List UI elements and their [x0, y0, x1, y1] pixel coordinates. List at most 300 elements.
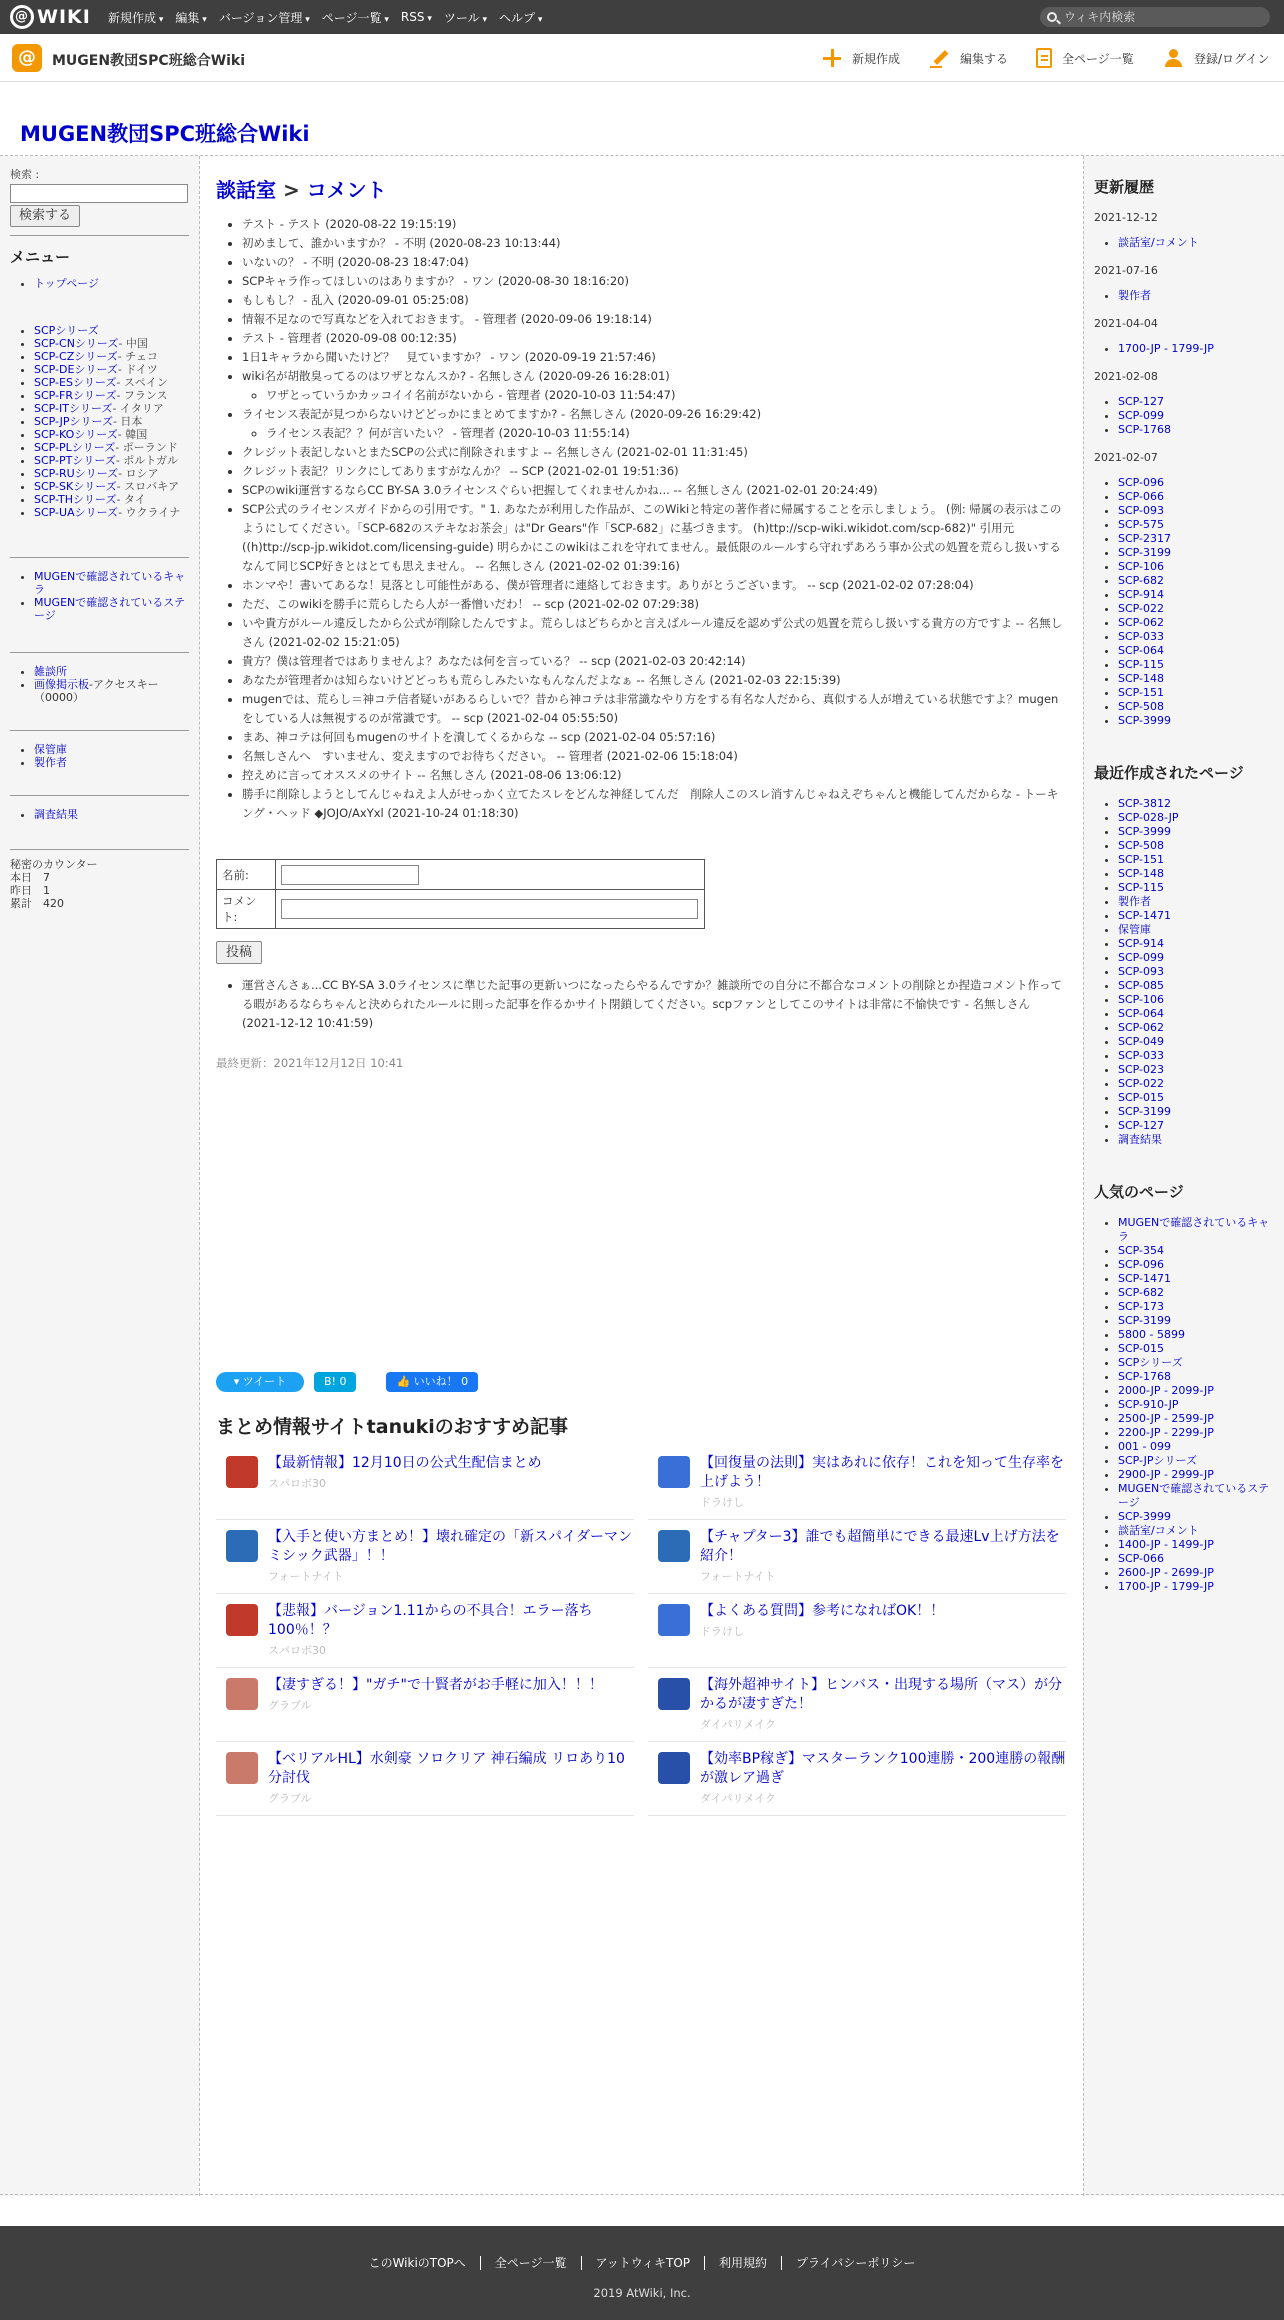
popular-pages-list — [1118, 1216, 1274, 1594]
popular-page-link[interactable]: SCP-066 — [1118, 1552, 1165, 1565]
popular-page-link[interactable]: 001 - 099 — [1118, 1440, 1171, 1453]
update-date: 2021-07-16 — [1094, 264, 1158, 277]
recommended-article[interactable] — [648, 1742, 1066, 1816]
update-item — [1118, 616, 1274, 630]
comment-item: • 控えめに言ってオススメのサイト -- 名無しさん (2021-08-06 13:06:12) — [242, 766, 1067, 785]
new-page-link[interactable]: SCP-106 — [1118, 993, 1165, 1006]
recommended-article[interactable] — [216, 1742, 634, 1816]
popular-page-item — [1118, 1384, 1274, 1398]
access-key-note: -アクセスキー（0000） — [34, 678, 159, 704]
tweet-button[interactable]: ▾ ツイート — [216, 1372, 304, 1392]
sidebar-item-series[interactable]: SCP-DEシリーズ — [34, 363, 118, 376]
popular-page-link[interactable]: SCP-910-JP — [1118, 1398, 1179, 1411]
social-buttons — [216, 1372, 478, 1392]
article-thumbnail-icon — [226, 1752, 258, 1784]
divider — [10, 652, 189, 653]
article-thumbnail-icon — [658, 1456, 690, 1488]
article-title-text: 【入手と使い方まとめ！】壊れ確定の「新スパイダーマン ミシック武器」！！ — [268, 1529, 632, 1564]
series-list-item — [34, 324, 189, 337]
popular-page-link[interactable]: SCP-JPシリーズ — [1118, 1454, 1197, 1467]
new-page-item — [1118, 797, 1274, 811]
footer-link-privacy[interactable]: プライバシーポリシー — [781, 2256, 929, 2270]
update-item — [1118, 700, 1274, 714]
sidebar-item-series[interactable]: SCP-RUシリーズ — [34, 467, 119, 480]
article-source: スパロボ30 — [268, 1644, 326, 1657]
global-header — [0, 0, 1284, 34]
update-link[interactable]: 製作者 — [1118, 289, 1151, 302]
menu-heading: メニュー — [10, 248, 71, 266]
new-page-item — [1118, 909, 1274, 923]
article-thumbnail-icon — [226, 1530, 258, 1562]
comment-label: コメント: — [217, 890, 276, 929]
update-list — [1118, 289, 1274, 303]
comment-reply: ◦ ワザとっていうかカッコイイ名前がないから - 管理者 (2020-10-03 11:54:47) — [266, 386, 1067, 405]
sidebar-item-image-board[interactable]: 画像掲示板 — [34, 678, 89, 691]
popular-page-item — [1118, 1524, 1274, 1538]
popular-page-link[interactable]: SCP-015 — [1118, 1342, 1165, 1355]
article-title[interactable] — [268, 1454, 634, 1493]
update-item — [1118, 532, 1274, 546]
page-list-icon — [1036, 48, 1052, 68]
new-page-link[interactable]: SCP-015 — [1118, 1091, 1165, 1104]
popular-page-link[interactable]: SCP-1768 — [1118, 1370, 1172, 1383]
series-list-item — [34, 350, 189, 363]
popular-page-link[interactable]: 1400-JP - 1499-JP — [1118, 1538, 1214, 1551]
popular-page-item — [1118, 1426, 1274, 1440]
new-page-link[interactable]: SCP-3812 — [1118, 797, 1172, 810]
popular-heading: 人気のページ — [1094, 1183, 1184, 1201]
series-list-item — [34, 506, 189, 519]
update-item — [1118, 395, 1274, 409]
comment-item: • クレジット表記？リンクにしてありますがなんか？ -- SCP (2021-02-01 19:51:36) — [242, 462, 1067, 481]
footer-link-atwiki-top[interactable]: アットウィキTOP — [581, 2256, 704, 2270]
update-link[interactable]: SCP-682 — [1118, 574, 1165, 587]
site-name[interactable]: MUGEN教団SPC班総合Wiki — [52, 53, 246, 69]
series-country: - フランス — [116, 389, 168, 402]
update-link[interactable]: SCP-033 — [1118, 630, 1165, 643]
comment-item: • 勝手に削除しようとしてんじゃねえよ人がせっかく立てたスレをどんな神経してんだ 削除人このスレ消すんじゃねえぞちゃんと機能してんだからな - トーキング・ヘッド ◆JOJO/AxYxl (2021-10-24 01:18:30) — [242, 785, 1067, 823]
comment-item: • いや貴方がルール違反したから公式が削除したんですよ。荒らしはどちらかと言えばルール違反を認めず公式の処置を荒らし扱いする貴方の方ですよ -- 名無しさん (2021-02-02 15:21:05) — [242, 614, 1067, 652]
popular-page-item — [1118, 1468, 1274, 1482]
update-link[interactable]: 1700-JP - 1799-JP — [1118, 342, 1214, 355]
new-page-link[interactable]: SCP-914 — [1118, 937, 1165, 950]
new-page-item — [1118, 1049, 1274, 1063]
article-title[interactable] — [700, 1602, 1066, 1641]
main-content — [201, 156, 1083, 2196]
article-title-text: 【チャプター3】誰でも超簡単にできる最速Lv上げ方法を紹介！ — [700, 1529, 1060, 1564]
article-source: グラブル — [268, 1792, 312, 1805]
thumbs-up-icon: 👍 — [396, 1375, 414, 1388]
series-list-item — [34, 389, 189, 402]
series-country: - ポルトガル — [115, 454, 178, 467]
popular-page-link[interactable]: 2600-JP - 2699-JP — [1118, 1566, 1214, 1579]
sidebar-item-research[interactable]: 調査結果 — [34, 808, 78, 821]
new-page-link[interactable]: SCP-049 — [1118, 1035, 1165, 1048]
footer-link-all-pages[interactable]: 全ページ一覧 — [480, 2256, 581, 2270]
counter-yesterday: 昨日 1 — [10, 884, 50, 897]
popular-page-link[interactable]: 談話室/コメント — [1118, 1524, 1199, 1537]
misc-list-3 — [34, 808, 189, 821]
comment-input[interactable] — [281, 899, 698, 919]
popular-page-item — [1118, 1552, 1274, 1566]
comment-item: • 名無しさんへ すいません、変えますのでお待ちください。 -- 管理者 (2021-02-06 15:18:04) — [242, 747, 1067, 766]
sidebar-item-top[interactable]: トップページ — [34, 277, 100, 290]
new-page-item — [1118, 853, 1274, 867]
new-page-item — [1118, 923, 1274, 937]
update-item — [1118, 476, 1274, 490]
update-link[interactable]: SCP-508 — [1118, 700, 1165, 713]
footer-link-wiki-top[interactable]: このWikiのTOPへ — [368, 2256, 466, 2270]
article-title[interactable] — [700, 1750, 1066, 1808]
comment-item: • いないの？ - 不明 (2020-08-23 18:47:04) — [242, 253, 1067, 272]
site-logo-icon[interactable]: @ — [12, 44, 42, 72]
article-title[interactable] — [268, 1528, 634, 1586]
article-title[interactable] — [268, 1602, 634, 1660]
new-page-item — [1118, 825, 1274, 839]
menu-help[interactable]: ヘルプ ▾ — [499, 9, 542, 26]
series-country: - イタリア — [112, 402, 164, 415]
update-list — [1118, 236, 1274, 250]
sidebar-item-mugen-chara[interactable]: MUGENで確認されているキャラ — [34, 570, 186, 596]
popular-page-link[interactable]: 2000-JP - 2099-JP — [1118, 1384, 1214, 1397]
counter-title: 秘密のカウンター — [10, 858, 98, 871]
article-title-text: 【回復量の法則】実はあれに依存！これを知って生存率を上げよう！ — [700, 1455, 1064, 1490]
sidebar-item-series[interactable]: SCP-UAシリーズ — [34, 506, 119, 519]
new-page-link[interactable]: SCP-022 — [1118, 1077, 1165, 1090]
update-date: 2021-02-08 — [1094, 370, 1158, 383]
comment-item: • 運営さんさぁ...CC BY-SA 3.0ライセンスに準じた記事の更新いつになったらやるんですか？雑談所での自分に不都合なコメントの削除とか捏造コメント作ってる暇があるならちゃんと決められたルールに則った記事を作るかサイト閉鎖してください。scpファンとしてこのサイトは非常に不愉快です - 名無しさん (2021-12-12 10:41:59) — [242, 976, 1067, 1033]
new-page-item — [1118, 1091, 1274, 1105]
site-header — [0, 34, 1284, 82]
series-country: - スロバキア — [116, 480, 180, 493]
update-link[interactable]: SCP-151 — [1118, 686, 1165, 699]
sidebar-item-archive[interactable]: 保管庫 — [34, 743, 67, 756]
sidebar-item-series[interactable]: SCP-ITシリーズ — [34, 402, 113, 415]
sidebar-item-series[interactable]: SCP-ESシリーズ — [34, 376, 117, 389]
copyright: 2019 AtWiki, Inc. — [593, 2286, 691, 2300]
sidebar-item-series[interactable]: SCP-PTシリーズ — [34, 454, 116, 467]
new-page-link[interactable]: 保管庫 — [1118, 923, 1151, 936]
comment-item: • 初めまして、誰かいますか？ - 不明 (2020-08-23 10:13:44) — [242, 234, 1067, 253]
atwiki-logo[interactable]: @ WIKI — [10, 5, 91, 29]
series-country: - 中国 — [118, 337, 148, 350]
new-page-item — [1118, 1007, 1274, 1021]
comment-item: • テスト - 管理者 (2020-09-08 00:12:35) — [242, 329, 1067, 348]
new-page-link[interactable]: 製作者 — [1118, 895, 1151, 908]
popular-page-link[interactable]: 5800 - 5899 — [1118, 1328, 1185, 1341]
right-sidebar — [1083, 156, 1284, 2196]
breadcrumb-parent[interactable]: 談話室 — [216, 178, 276, 202]
update-link[interactable]: SCP-3999 — [1118, 714, 1172, 727]
sidebar-search-input[interactable] — [10, 184, 188, 203]
update-item — [1118, 574, 1274, 588]
divider — [10, 795, 189, 796]
popular-page-item — [1118, 1482, 1274, 1510]
sidebar-item-series[interactable]: SCPシリーズ — [34, 324, 99, 337]
new-page-link[interactable]: SCP-3999 — [1118, 825, 1172, 838]
update-item — [1118, 236, 1274, 250]
update-link[interactable]: SCP-062 — [1118, 616, 1165, 629]
update-link[interactable]: SCP-2317 — [1118, 532, 1172, 545]
update-link[interactable]: SCP-575 — [1118, 518, 1165, 531]
popular-page-link[interactable]: SCP-3199 — [1118, 1314, 1172, 1327]
popular-page-link[interactable]: SCPシリーズ — [1118, 1356, 1183, 1369]
update-item — [1118, 672, 1274, 686]
comment-item: • SCPキャラ作ってほしいのはありますか？ - ワン (2020-08-30 18:16:20) — [242, 272, 1067, 291]
new-page-link[interactable]: 調査結果 — [1118, 1133, 1162, 1146]
article-thumbnail-icon — [658, 1604, 690, 1636]
article-source: ダイパリメイク — [700, 1718, 776, 1731]
update-link[interactable]: SCP-096 — [1118, 476, 1165, 489]
global-menu — [108, 0, 554, 34]
new-page-link[interactable]: SCP-033 — [1118, 1049, 1165, 1062]
counter-today: 本日 7 — [10, 871, 50, 884]
user-add-icon — [1164, 48, 1184, 68]
counter-total: 累計 420 — [10, 897, 64, 910]
recommended-article[interactable] — [216, 1446, 634, 1520]
update-item — [1118, 686, 1274, 700]
new-page-item — [1118, 979, 1274, 993]
comment-item: • 情報不足なので写真などを入れておきます。 - 管理者 (2020-09-06 19:18:14) — [242, 310, 1067, 329]
series-list-item — [34, 415, 189, 428]
comment-form — [216, 859, 705, 929]
all-pages-button[interactable]: 全ページ一覧 — [1036, 48, 1134, 68]
update-link[interactable]: SCP-066 — [1118, 490, 1165, 503]
new-page-item — [1118, 1133, 1274, 1147]
new-page-link[interactable]: SCP-127 — [1118, 1119, 1165, 1132]
recommended-heading: まとめ情報サイトtanukiのおすすめ記事 — [216, 1416, 568, 1438]
sidebar-item-series[interactable]: SCP-KOシリーズ — [34, 428, 118, 441]
update-link[interactable]: SCP-3199 — [1118, 546, 1172, 559]
new-page-link[interactable]: SCP-023 — [1118, 1063, 1165, 1076]
series-list-item — [34, 363, 189, 376]
page-title: 談話室 > コメント — [216, 178, 387, 202]
edit-button[interactable]: 編集する — [930, 48, 1008, 68]
update-date: 2021-04-04 — [1094, 317, 1158, 330]
comment-item: • ただ、このwikiを勝手に荒らしたら人が一番憎いだわ！ -- scp (2021-02-02 07:29:38) — [242, 595, 1067, 614]
series-country: - 韓国 — [117, 428, 148, 441]
menu-rss[interactable]: RSS ▾ — [401, 10, 432, 24]
sidebar-item-series[interactable]: SCP-SKシリーズ — [34, 480, 117, 493]
recommended-article[interactable] — [648, 1520, 1066, 1594]
pencil-icon — [930, 48, 950, 68]
update-link[interactable]: SCP-093 — [1118, 504, 1165, 517]
sidebar-item-series[interactable]: SCP-THシリーズ — [34, 493, 117, 506]
new-page-link[interactable]: SCP-148 — [1118, 867, 1165, 880]
article-thumbnail-icon — [658, 1530, 690, 1562]
update-link[interactable]: SCP-914 — [1118, 588, 1165, 601]
menu-edit[interactable]: 編集 ▾ — [175, 9, 206, 26]
new-page-link[interactable]: SCP-064 — [1118, 1007, 1165, 1020]
menu-version[interactable]: バージョン管理 ▾ — [219, 9, 310, 26]
sidebar-item-series[interactable]: SCP-CZシリーズ — [34, 350, 118, 363]
new-page-item — [1118, 965, 1274, 979]
new-page-item — [1118, 867, 1274, 881]
update-link[interactable]: SCP-064 — [1118, 644, 1165, 657]
popular-page-link[interactable]: SCP-173 — [1118, 1300, 1165, 1313]
sidebar-item-mugen-stage[interactable]: MUGENで確認されているステージ — [34, 596, 186, 622]
hatena-bookmark-button[interactable]: B! 0 — [314, 1372, 356, 1392]
update-item — [1118, 342, 1274, 356]
comment-item: • wiki名が胡散臭ってるのはワザとなんスか? - 名無しさん (2020-09-26 16:28:01) ◦ ワザとっていうかカッコイイ名前がないから - 管理者 (2020-10-03 11:54:47) — [242, 367, 1067, 405]
comment-reply: ◦ ライセンス表記？？何が言いたい？ - 管理者 (2020-10-03 11:55:14) — [266, 424, 1067, 443]
new-page-button[interactable]: 新規作成 — [822, 48, 900, 68]
update-date: 2021-02-07 — [1094, 451, 1158, 464]
update-link[interactable]: SCP-115 — [1118, 658, 1165, 671]
last-updated: 最終更新：2021年12月12日 10:41 — [216, 1056, 404, 1070]
popular-page-link[interactable]: SCP-682 — [1118, 1286, 1165, 1299]
popular-page-item — [1118, 1580, 1274, 1594]
menu-new[interactable]: 新規作成 ▾ — [108, 9, 163, 26]
article-source: ダイパリメイク — [700, 1792, 776, 1805]
sidebar-item-series[interactable]: SCP-FRシリーズ — [34, 389, 117, 402]
popular-page-item — [1118, 1244, 1274, 1258]
new-page-item — [1118, 1063, 1274, 1077]
article-title[interactable] — [268, 1676, 634, 1715]
article-source: ドラけし — [700, 1625, 744, 1638]
breadcrumb-current[interactable]: コメント — [306, 178, 387, 202]
recommended-article[interactable] — [648, 1446, 1066, 1520]
update-date: 2021-12-12 — [1094, 211, 1158, 224]
update-link[interactable]: SCP-106 — [1118, 560, 1165, 573]
popular-page-item — [1118, 1454, 1274, 1468]
article-thumbnail-icon — [658, 1678, 690, 1710]
menu-top-list — [34, 277, 189, 290]
new-page-link[interactable]: SCP-115 — [1118, 881, 1165, 894]
popular-page-link[interactable]: 2500-JP - 2599-JP — [1118, 1412, 1214, 1425]
search-label: 検索 : — [10, 168, 40, 181]
popular-page-item — [1118, 1510, 1274, 1524]
popular-page-item — [1118, 1440, 1274, 1454]
new-page-link[interactable]: SCP-093 — [1118, 965, 1165, 978]
popular-page-item — [1118, 1566, 1274, 1580]
comment-item: • あなたが管理者かは知らないけどどっちも荒らしみたいなもんなんだよなぁ -- 名無しさん (2021-02-03 22:15:39) — [242, 671, 1067, 690]
recommended-article[interactable] — [216, 1668, 634, 1742]
new-page-link[interactable]: SCP-085 — [1118, 979, 1165, 992]
new-page-link[interactable]: SCP-508 — [1118, 839, 1165, 852]
wiki-title[interactable]: MUGEN教団SPC班総合Wiki — [20, 122, 310, 146]
recommended-article[interactable] — [648, 1668, 1066, 1742]
article-title[interactable] — [268, 1750, 634, 1808]
update-item — [1118, 560, 1274, 574]
name-input[interactable] — [281, 865, 419, 885]
sidebar-item-series[interactable]: SCP-CNシリーズ — [34, 337, 119, 350]
series-list — [34, 324, 189, 519]
new-page-item — [1118, 951, 1274, 965]
new-page-link[interactable]: SCP-151 — [1118, 853, 1165, 866]
update-link[interactable]: SCP-148 — [1118, 672, 1165, 685]
article-thumbnail-icon — [226, 1456, 258, 1488]
misc-list-2 — [34, 743, 189, 769]
new-page-item — [1118, 811, 1274, 825]
update-link[interactable]: SCP-099 — [1118, 409, 1165, 422]
popular-page-item — [1118, 1398, 1274, 1412]
new-page-link[interactable]: SCP-1471 — [1118, 909, 1172, 922]
new-page-item — [1118, 993, 1274, 1007]
update-item — [1118, 588, 1274, 602]
series-list-item — [34, 337, 189, 350]
update-list — [1118, 476, 1274, 728]
update-list — [1118, 342, 1274, 356]
sidebar-search-button[interactable]: 検索する — [10, 205, 80, 227]
sidebar-item-chat[interactable]: 雑談所 — [34, 665, 67, 678]
update-link[interactable]: SCP-022 — [1118, 602, 1165, 615]
update-item — [1118, 409, 1274, 423]
new-page-link[interactable]: SCP-3199 — [1118, 1105, 1172, 1118]
popular-page-link[interactable]: SCP-096 — [1118, 1258, 1165, 1271]
popular-page-link[interactable]: MUGENで確認されているステージ — [1118, 1482, 1270, 1509]
new-page-item — [1118, 839, 1274, 853]
popular-page-link[interactable]: SCP-354 — [1118, 1244, 1165, 1257]
comment-item: • mugenでは、荒らし＝神コテ信者疑いがあるらしいで？昔から神コテは非常識なやり方をする有名な人だから、真似する人が増えている状態ですよ？mugenをしている人は無視するのが常識です。 -- scp (2021-02-04 05:55:50) — [242, 690, 1067, 728]
update-link[interactable]: 談話室/コメント — [1118, 236, 1199, 249]
new-page-link[interactable]: SCP-062 — [1118, 1021, 1165, 1034]
comment-item: • SCP公式のライセンスガイドからの引用です。" 1. あなたが利用した作品が、このWikiと特定の著作者に帰属することを示しましょう。 (例: 帰属の表示はこのようにしてください。「SCP-682のステキなお茶会」は"Dr Gears"作「SCP-682」に基づきます。 (h)ttp://scp-wiki.wikidot.com/scp-682)" 引用元((h)ttp://scp-jp.wikidot.com/licensing-guide) 明らかにこのwikiはこれを守れてません。最低限のルールすら守れずあろう事か公式の処置を荒らし扱いするなんて同じSCP好きとはとても思えません。 -- 名無しさん (2021-02-02 01:39:16) — [242, 500, 1067, 576]
divider — [10, 730, 189, 731]
new-page-item — [1118, 1035, 1274, 1049]
article-thumbnail-icon — [658, 1752, 690, 1784]
search-icon — [1047, 12, 1057, 22]
popular-page-link[interactable]: 2900-JP - 2999-JP — [1118, 1468, 1214, 1481]
sidebar-item-creator[interactable]: 製作者 — [34, 756, 67, 769]
update-link[interactable]: SCP-127 — [1118, 395, 1165, 408]
article-title[interactable] — [700, 1528, 1066, 1586]
popular-page-item — [1118, 1216, 1274, 1244]
facebook-like-button[interactable]: 👍 いいね！ 0 — [386, 1372, 478, 1392]
footer-link-terms[interactable]: 利用規約 — [704, 2256, 781, 2270]
series-list-item — [34, 454, 189, 467]
update-item — [1118, 546, 1274, 560]
sidebar-item-series[interactable]: SCP-PLシリーズ — [34, 441, 116, 454]
popular-page-link[interactable]: SCP-1471 — [1118, 1272, 1172, 1285]
new-page-link[interactable]: SCP-028-JP — [1118, 811, 1179, 824]
footer-links — [0, 2254, 1284, 2271]
menu-tools[interactable]: ツール ▾ — [444, 9, 487, 26]
post-button[interactable]: 投稿 — [216, 941, 262, 964]
footer — [0, 2226, 1284, 2320]
popular-page-link[interactable]: 2200-JP - 2299-JP — [1118, 1426, 1214, 1439]
article-thumbnail-icon — [226, 1604, 258, 1636]
article-title[interactable] — [700, 1676, 1066, 1734]
wiki-search-input[interactable]: ウィキ内検索 — [1040, 7, 1270, 27]
recommended-article[interactable] — [216, 1520, 634, 1594]
recommended-article[interactable] — [648, 1594, 1066, 1668]
article-source: ドラけし — [700, 1496, 744, 1509]
comment-list — [242, 215, 1067, 823]
recommended-article[interactable] — [216, 1594, 634, 1668]
popular-page-link[interactable]: MUGENで確認されているキャラ — [1118, 1216, 1270, 1243]
article-title-text: 【よくある質問】参考になればOK！！ — [700, 1603, 945, 1619]
popular-page-link[interactable]: SCP-3999 — [1118, 1510, 1172, 1523]
new-page-link[interactable]: SCP-099 — [1118, 951, 1165, 964]
article-title-text: 【凄すぎる！】"ガチ"で十賢者がお手軽に加入！！！ — [268, 1677, 603, 1693]
login-button[interactable]: 登録/ログイン — [1164, 48, 1269, 68]
series-country: - チェコ — [117, 350, 158, 363]
series-country: - ウクライナ — [118, 506, 181, 519]
article-title[interactable] — [700, 1454, 1066, 1512]
sidebar-item-series[interactable]: SCP-JPシリーズ — [34, 415, 113, 428]
update-item — [1118, 658, 1274, 672]
series-list-item — [34, 480, 189, 493]
article-title-text: 【海外超神サイト】ヒンバス・出現する場所（マス）が分かるが凄すぎた！ — [700, 1677, 1063, 1712]
update-link[interactable]: SCP-1768 — [1118, 423, 1172, 436]
popular-page-link[interactable]: 1700-JP - 1799-JP — [1118, 1580, 1214, 1593]
update-item — [1118, 423, 1274, 437]
menu-pages[interactable]: ページ一覧 ▾ — [322, 9, 389, 26]
comment-item: • まあ、神コテは何回もmugenのサイトを潰してくるからな -- scp (2021-02-04 05:57:16) — [242, 728, 1067, 747]
series-country: - タイ — [116, 493, 146, 506]
latest-comment-list — [242, 976, 1067, 1033]
